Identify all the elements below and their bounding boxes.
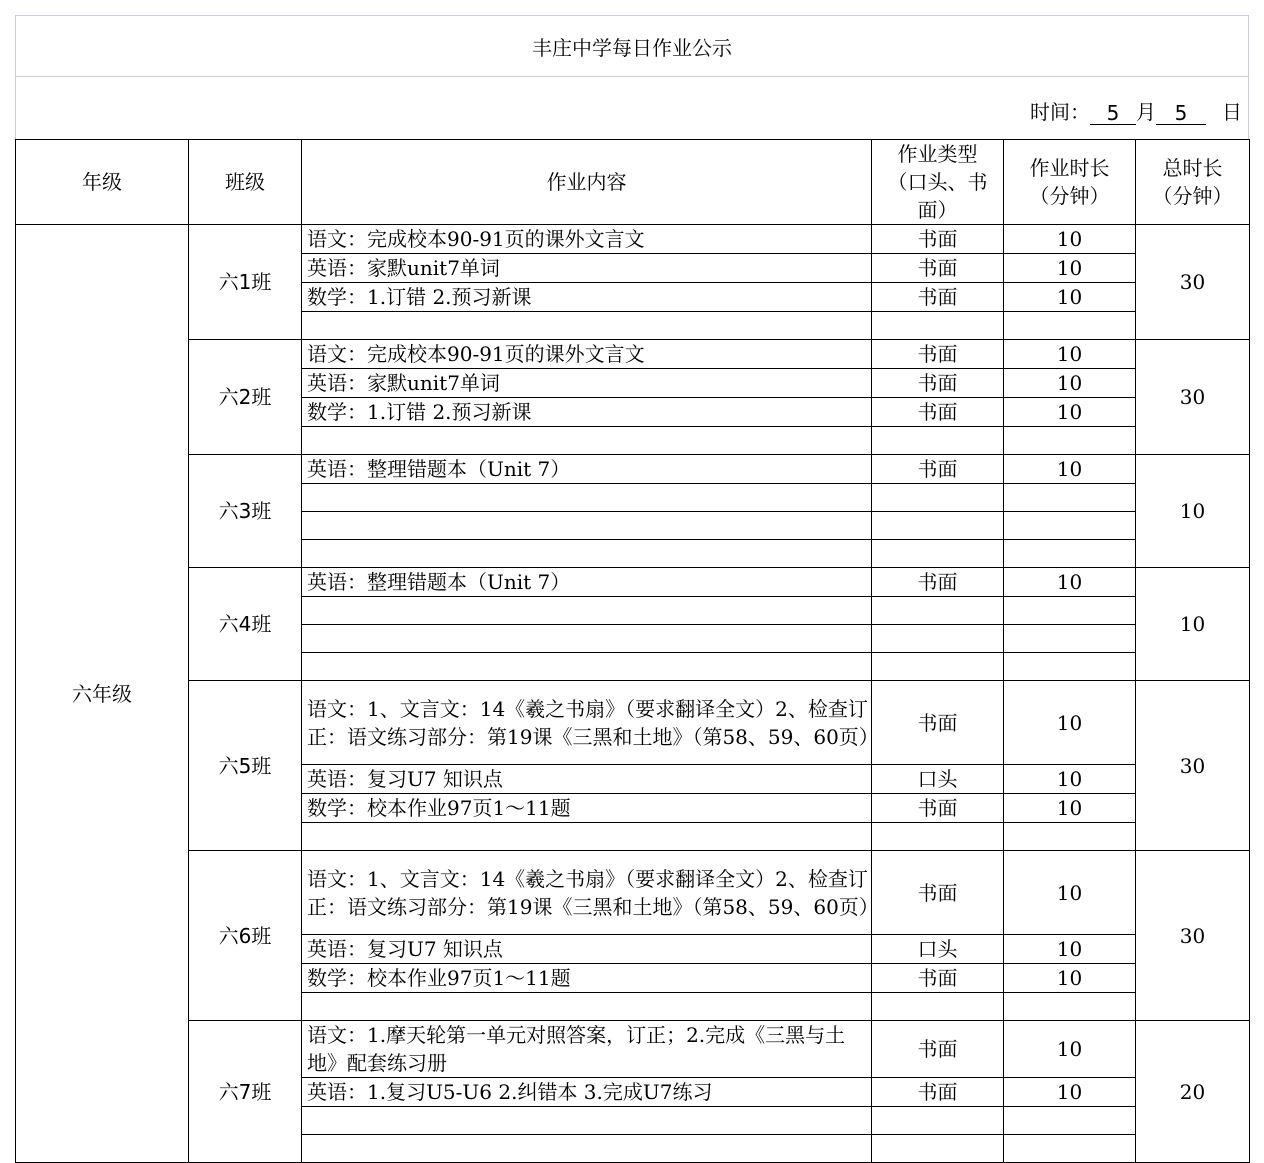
total-duration-cell: 30 bbox=[1136, 340, 1250, 455]
homework-content-cell bbox=[302, 823, 872, 851]
total-duration-cell: 30 bbox=[1136, 681, 1250, 851]
homework-type-cell: 书面 bbox=[872, 340, 1004, 369]
homework-content-cell bbox=[302, 312, 872, 340]
homework-content-cell bbox=[302, 653, 872, 681]
homework-content-cell: 英语：1.复习U5-U6 2.纠错本 3.完成U7练习 bbox=[302, 1078, 872, 1107]
homework-duration-cell bbox=[1004, 484, 1136, 512]
homework-content-cell bbox=[302, 993, 872, 1021]
homework-type-cell: 书面 bbox=[872, 1021, 1004, 1078]
class-name-cell: 六3班 bbox=[189, 455, 302, 568]
class-name-cell: 六7班 bbox=[189, 1021, 302, 1163]
homework-table bbox=[15, 139, 1250, 1163]
homework-type-cell bbox=[872, 653, 1004, 681]
homework-duration-cell bbox=[1004, 512, 1136, 540]
homework-content-cell: 数学：校本作业97页1～11题 bbox=[302, 964, 872, 993]
homework-content-cell bbox=[302, 512, 872, 540]
header-type: 作业类型（口头、书面） bbox=[872, 140, 1004, 225]
homework-duration-cell bbox=[1004, 993, 1136, 1021]
homework-content-cell: 英语：复习U7 知识点 bbox=[302, 765, 872, 794]
homework-content-cell bbox=[302, 1107, 872, 1135]
header-row bbox=[16, 140, 1250, 225]
homework-type-cell bbox=[872, 540, 1004, 568]
homework-content-cell bbox=[302, 597, 872, 625]
homework-content-cell bbox=[302, 1135, 872, 1163]
homework-duration-cell: 10 bbox=[1004, 568, 1136, 597]
homework-content-cell: 数学：1.订错 2.预习新课 bbox=[302, 398, 872, 427]
homework-type-cell: 书面 bbox=[872, 851, 1004, 935]
homework-type-cell: 书面 bbox=[872, 254, 1004, 283]
homework-content-cell bbox=[302, 540, 872, 568]
homework-content-cell bbox=[302, 427, 872, 455]
header-duration: 作业时长（分钟） bbox=[1004, 140, 1136, 225]
homework-duration-cell: 10 bbox=[1004, 794, 1136, 823]
homework-type-cell bbox=[872, 993, 1004, 1021]
homework-content-cell: 语文：1、文言文：14《羲之书扇》（要求翻译全文）2、检查订正：语文练习部分：第19课《三黑和土地》（第58、59、60页） bbox=[302, 681, 872, 765]
homework-type-cell bbox=[872, 484, 1004, 512]
homework-type-cell: 书面 bbox=[872, 681, 1004, 765]
homework-duration-cell bbox=[1004, 540, 1136, 568]
homework-duration-cell: 10 bbox=[1004, 369, 1136, 398]
homework-type-cell: 书面 bbox=[872, 568, 1004, 597]
date-prefix: 时间： bbox=[1030, 100, 1090, 124]
homework-content-cell: 数学：校本作业97页1～11题 bbox=[302, 794, 872, 823]
table-row bbox=[16, 455, 1250, 484]
table-row bbox=[16, 225, 1250, 254]
homework-duration-cell: 10 bbox=[1004, 765, 1136, 794]
homework-type-cell: 口头 bbox=[872, 935, 1004, 964]
homework-type-cell bbox=[872, 1135, 1004, 1163]
class-name-cell: 六1班 bbox=[189, 225, 302, 340]
date-day-unit: 日 bbox=[1222, 100, 1242, 124]
homework-type-cell: 书面 bbox=[872, 964, 1004, 993]
homework-duration-cell: 10 bbox=[1004, 225, 1136, 254]
date-month: 5 bbox=[1090, 102, 1136, 125]
homework-type-cell bbox=[872, 427, 1004, 455]
homework-content-cell: 语文：1.摩天轮第一单元对照答案，订正；2.完成《三黑与土地》配套练习册 bbox=[302, 1021, 872, 1078]
homework-duration-cell bbox=[1004, 1135, 1136, 1163]
homework-type-cell: 书面 bbox=[872, 794, 1004, 823]
grade-cell: 六年级 bbox=[16, 225, 189, 1163]
homework-type-cell: 书面 bbox=[872, 455, 1004, 484]
homework-type-cell bbox=[872, 312, 1004, 340]
homework-duration-cell: 10 bbox=[1004, 935, 1136, 964]
homework-duration-cell: 10 bbox=[1004, 254, 1136, 283]
total-duration-cell: 30 bbox=[1136, 225, 1250, 340]
homework-duration-cell: 10 bbox=[1004, 340, 1136, 369]
homework-type-cell bbox=[872, 1107, 1004, 1135]
homework-duration-cell: 10 bbox=[1004, 398, 1136, 427]
homework-duration-cell: 10 bbox=[1004, 851, 1136, 935]
homework-content-cell: 语文：1、文言文：14《羲之书扇》（要求翻译全文）2、检查订正：语文练习部分：第19课《三黑和土地》（第58、59、60页） bbox=[302, 851, 872, 935]
header-grade: 年级 bbox=[16, 140, 189, 225]
header-content: 作业内容 bbox=[302, 140, 872, 225]
homework-content-cell: 数学：1.订错 2.预习新课 bbox=[302, 283, 872, 312]
homework-duration-cell bbox=[1004, 312, 1136, 340]
date-row bbox=[15, 77, 1249, 139]
class-name-cell: 六2班 bbox=[189, 340, 302, 455]
homework-type-cell bbox=[872, 512, 1004, 540]
table-row bbox=[16, 681, 1250, 765]
homework-content-cell: 英语：整理错题本（Unit 7） bbox=[302, 455, 872, 484]
total-duration-cell: 20 bbox=[1136, 1021, 1250, 1163]
homework-content-cell bbox=[302, 625, 872, 653]
homework-type-cell: 书面 bbox=[872, 398, 1004, 427]
homework-content-cell: 英语：家默unit7单词 bbox=[302, 254, 872, 283]
homework-duration-cell: 10 bbox=[1004, 964, 1136, 993]
header-class: 班级 bbox=[189, 140, 302, 225]
homework-type-cell: 书面 bbox=[872, 369, 1004, 398]
homework-content-cell: 英语：整理错题本（Unit 7） bbox=[302, 568, 872, 597]
table-row bbox=[16, 340, 1250, 369]
homework-duration-cell bbox=[1004, 427, 1136, 455]
homework-type-cell bbox=[872, 625, 1004, 653]
page-title: 丰庄中学每日作业公示 bbox=[15, 15, 1249, 77]
date-day: 5 bbox=[1156, 102, 1206, 125]
homework-duration-cell: 10 bbox=[1004, 455, 1136, 484]
homework-sheet bbox=[15, 15, 1249, 1163]
class-name-cell: 六6班 bbox=[189, 851, 302, 1021]
homework-content-cell: 英语：家默unit7单词 bbox=[302, 369, 872, 398]
total-duration-cell: 30 bbox=[1136, 851, 1250, 1021]
homework-duration-cell: 10 bbox=[1004, 681, 1136, 765]
homework-type-cell bbox=[872, 823, 1004, 851]
homework-type-cell: 书面 bbox=[872, 1078, 1004, 1107]
homework-duration-cell bbox=[1004, 823, 1136, 851]
homework-duration-cell: 10 bbox=[1004, 1021, 1136, 1078]
homework-duration-cell bbox=[1004, 653, 1136, 681]
homework-type-cell bbox=[872, 597, 1004, 625]
homework-duration-cell bbox=[1004, 625, 1136, 653]
date-month-unit: 月 bbox=[1136, 100, 1156, 124]
class-name-cell: 六4班 bbox=[189, 568, 302, 681]
homework-duration-cell bbox=[1004, 597, 1136, 625]
homework-content-cell: 英语：复习U7 知识点 bbox=[302, 935, 872, 964]
homework-duration-cell: 10 bbox=[1004, 1078, 1136, 1107]
total-duration-cell: 10 bbox=[1136, 455, 1250, 568]
table-row bbox=[16, 1021, 1250, 1078]
class-name-cell: 六5班 bbox=[189, 681, 302, 851]
homework-duration-cell bbox=[1004, 1107, 1136, 1135]
homework-type-cell: 书面 bbox=[872, 225, 1004, 254]
table-row bbox=[16, 568, 1250, 597]
homework-duration-cell: 10 bbox=[1004, 283, 1136, 312]
homework-content-cell: 语文：完成校本90-91页的课外文言文 bbox=[302, 225, 872, 254]
table-row bbox=[16, 851, 1250, 935]
homework-content-cell: 语文：完成校本90-91页的课外文言文 bbox=[302, 340, 872, 369]
header-total: 总时长（分钟） bbox=[1136, 140, 1250, 225]
homework-content-cell bbox=[302, 484, 872, 512]
homework-type-cell: 书面 bbox=[872, 283, 1004, 312]
homework-type-cell: 口头 bbox=[872, 765, 1004, 794]
total-duration-cell: 10 bbox=[1136, 568, 1250, 681]
